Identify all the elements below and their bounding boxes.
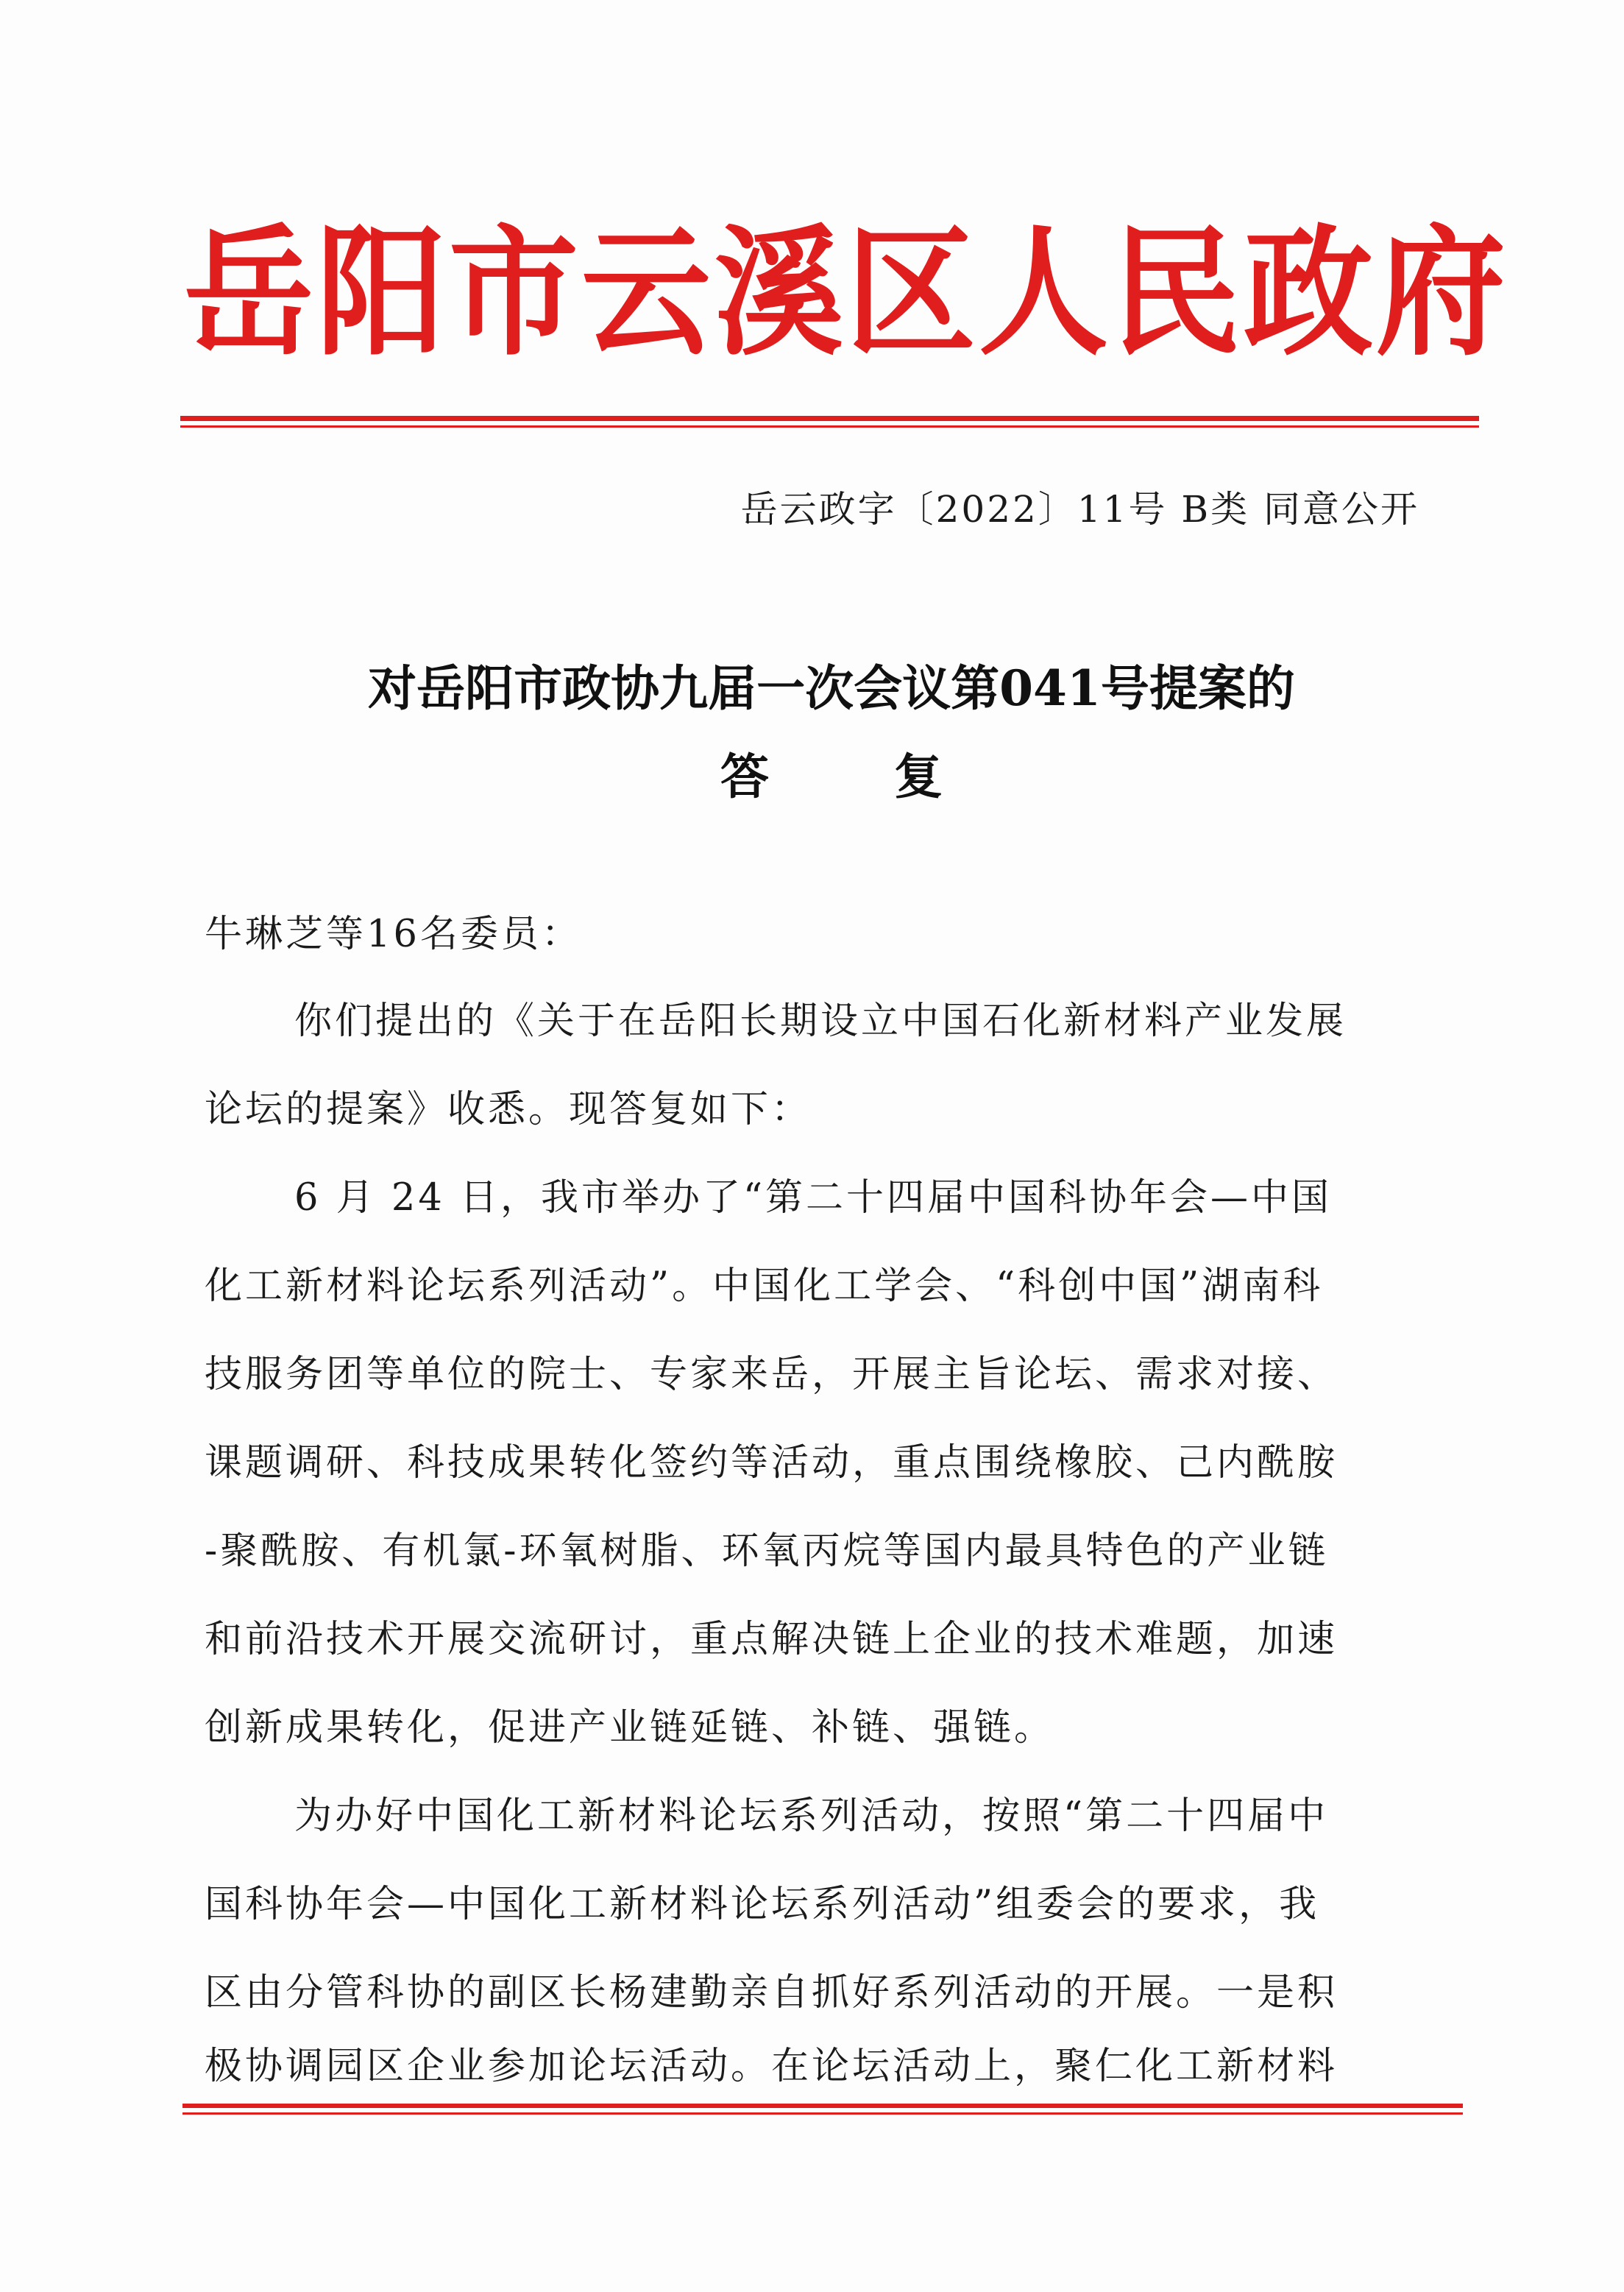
body-line: 你们提出的《关于在岳阳长期设立中国石化新材料产业发展 xyxy=(294,1000,1347,1043)
document-title-line1: 对岳阳市政协九届一次会议第041号提案的 xyxy=(368,659,1295,717)
red-rule-thick xyxy=(180,416,1479,421)
document-number: 岳云政字〔2022〕11号 B类 同意公开 xyxy=(740,488,1419,531)
body-line: 国科协年会—中国化工新材料论坛系列活动”组委会的要求，我 xyxy=(205,1883,1320,1926)
body-line: 区由分管科协的副区长杨建勤亲自抓好系列活动的开展。一是积 xyxy=(205,1971,1338,2015)
body-line: 创新成果转化，促进产业链延链、补链、强链。 xyxy=(205,1706,1055,1750)
body-line: -聚酰胺、有机氯-环氧树脂、环氧丙烷等国内最具特色的产业链 xyxy=(205,1529,1329,1573)
document-title-line2: 答复 xyxy=(720,748,1068,805)
red-rule-thin xyxy=(180,425,1479,428)
issuer-masthead: 岳阳市云溪区人民政府 xyxy=(184,210,1509,375)
body-line: 课题调研、科技成果转化签约等活动，重点围绕橡胶、己内酰胺 xyxy=(205,1441,1338,1485)
red-rule-thick xyxy=(182,2104,1463,2108)
red-rule-thin xyxy=(182,2112,1463,2115)
body-line: 为办好中国化工新材料论坛系列活动，按照“第二十四届中 xyxy=(294,1794,1329,1838)
body-line: 和前沿技术开展交流研讨，重点解决链上企业的技术难题，加速 xyxy=(205,1618,1338,1661)
body-line: 极协调园区企业参加论坛活动。在论坛活动上，聚仁化工新材料 xyxy=(205,2045,1338,2088)
body-line: 技服务团等单位的院士、专家来岳，开展主旨论坛、需求对接、 xyxy=(205,1353,1338,1396)
footer-red-rule xyxy=(182,2104,1463,2115)
masthead-red-rule xyxy=(180,416,1479,428)
body-line: 论坛的提案》收悉。现答复如下： xyxy=(205,1088,812,1131)
salutation: 牛琳芝等16名委员： xyxy=(205,913,582,956)
body-line: 化工新材料论坛系列活动”。中国化工学会、“科创中国”湖南科 xyxy=(205,1265,1324,1308)
body-line: 6 月 24 日，我市举办了“第二十四届中国科协年会—中国 xyxy=(294,1176,1333,1220)
